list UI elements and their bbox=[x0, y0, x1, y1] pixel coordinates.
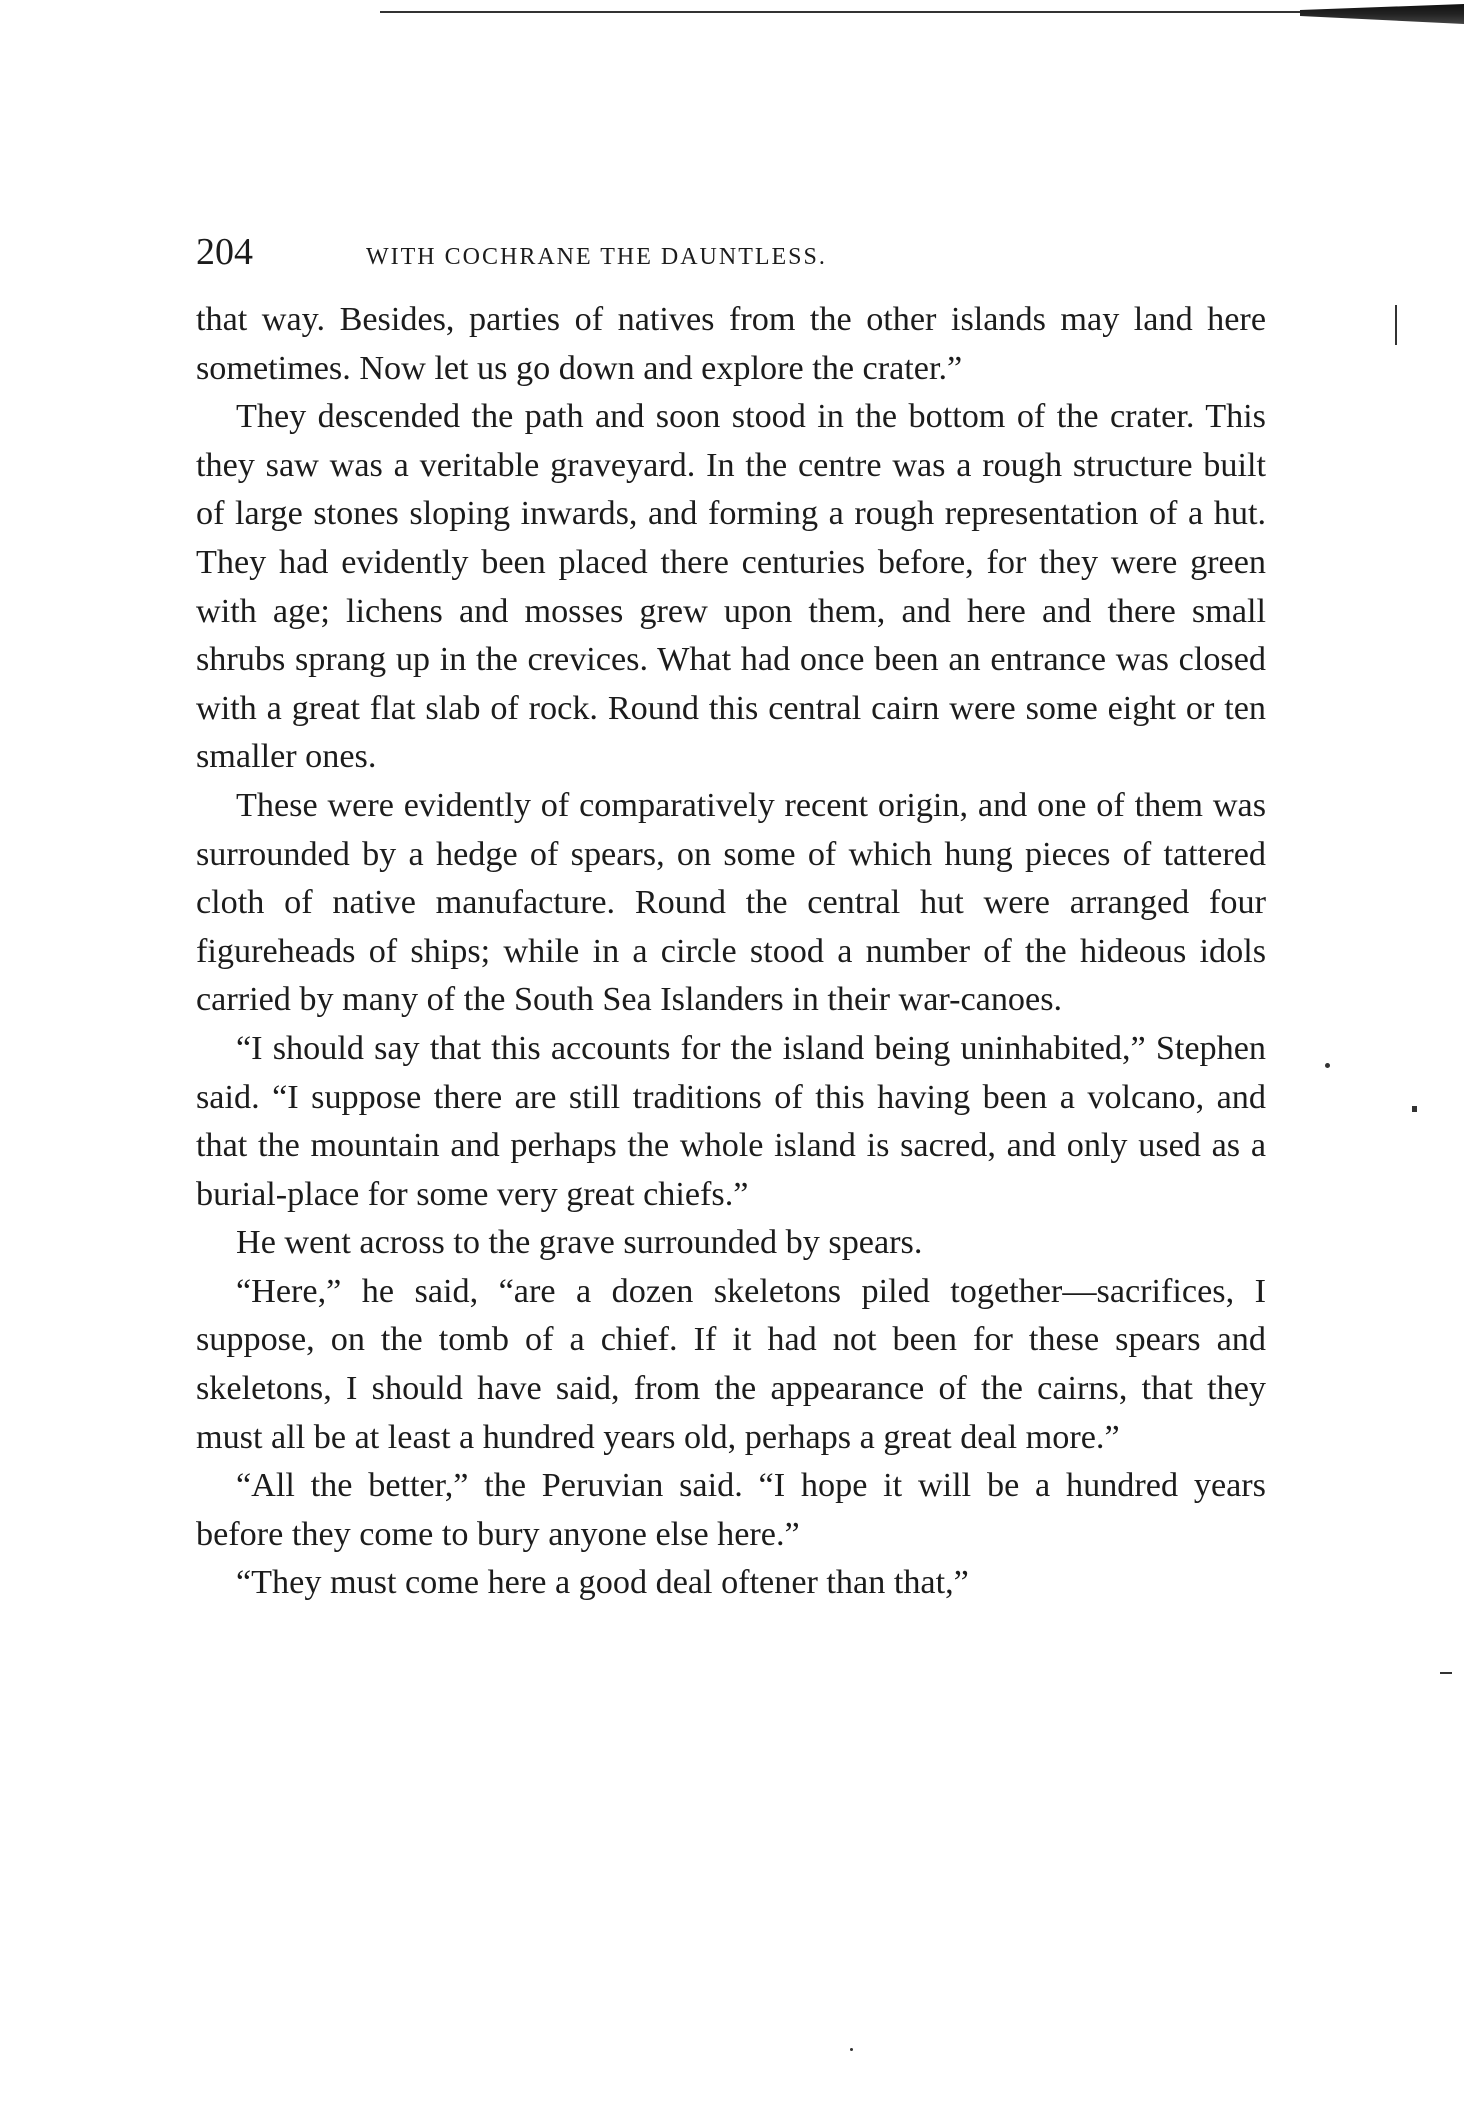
margin-mark bbox=[1440, 1672, 1452, 1674]
margin-mark bbox=[1395, 305, 1397, 345]
book-page bbox=[196, 230, 1266, 1608]
paragraph: “They must come here a good deal oftener than that,” bbox=[236, 1564, 969, 1602]
paragraph: that way. Besides, parties of natives from the other islands may land here sometimes. Now let us go down and explore the crater.” bbox=[196, 301, 1266, 387]
paragraph: They descended the path and soon stood in the bottom of the crater. This they saw was a veritable graveyard. In the centre was a rough structure built of large stones sloping inwards, and forming a rough representation of a hut. They had evidently been placed there centuries before, for they were green with age; lichens and mosses grew upon them, and here and there small shrubs sprang up in the crevices. What had once been an entrance was closed with a great flat slab of rock. Round this central cairn were some eight or ten smaller ones. bbox=[196, 398, 1266, 776]
margin-mark bbox=[1412, 1106, 1417, 1112]
page-header bbox=[196, 230, 1266, 290]
paragraph: “All the better,” the Peruvian said. “I hope it will be a hundred years before they come to bury anyone else here.” bbox=[196, 1467, 1266, 1553]
margin-mark bbox=[850, 2048, 853, 2051]
body-text bbox=[196, 296, 1266, 1608]
page-number: 204 bbox=[196, 231, 253, 273]
paragraph: “I should say that this accounts for the island being uninhabited,” Stephen said. “I suppose there are still traditions of this having been a volcano, and that the mountain and perhaps the whole island is sacred, and only used as a burial-place for some very great chiefs.” bbox=[196, 1029, 1266, 1213]
paragraph: “Here,” he said, “are a dozen skeletons piled together—sacrifices, I suppose, on the tomb of a chief. If it had not been for these spears and skeletons, I should have said, from the appearance of the cairns, that they must all be at least a hundred years old, perhaps a great deal more.” bbox=[196, 1272, 1266, 1456]
top-corner-scan-shadow bbox=[1300, 4, 1464, 24]
margin-mark bbox=[1325, 1063, 1330, 1068]
paragraph: He went across to the grave surrounded by spears. bbox=[236, 1224, 923, 1262]
running-head: WITH COCHRANE THE DAUNTLESS. bbox=[366, 244, 827, 270]
paragraph: These were evidently of comparatively recent origin, and one of them was surrounded by a hedge of spears, on some of which hung pieces of tattered cloth of native manufacture. Round the central hut were arranged four figureheads of ships; while in a circle stood a number of the hideous idols carried by many of the South Sea Islanders in their war-canoes. bbox=[196, 786, 1266, 1019]
top-border-rule bbox=[380, 11, 1380, 13]
